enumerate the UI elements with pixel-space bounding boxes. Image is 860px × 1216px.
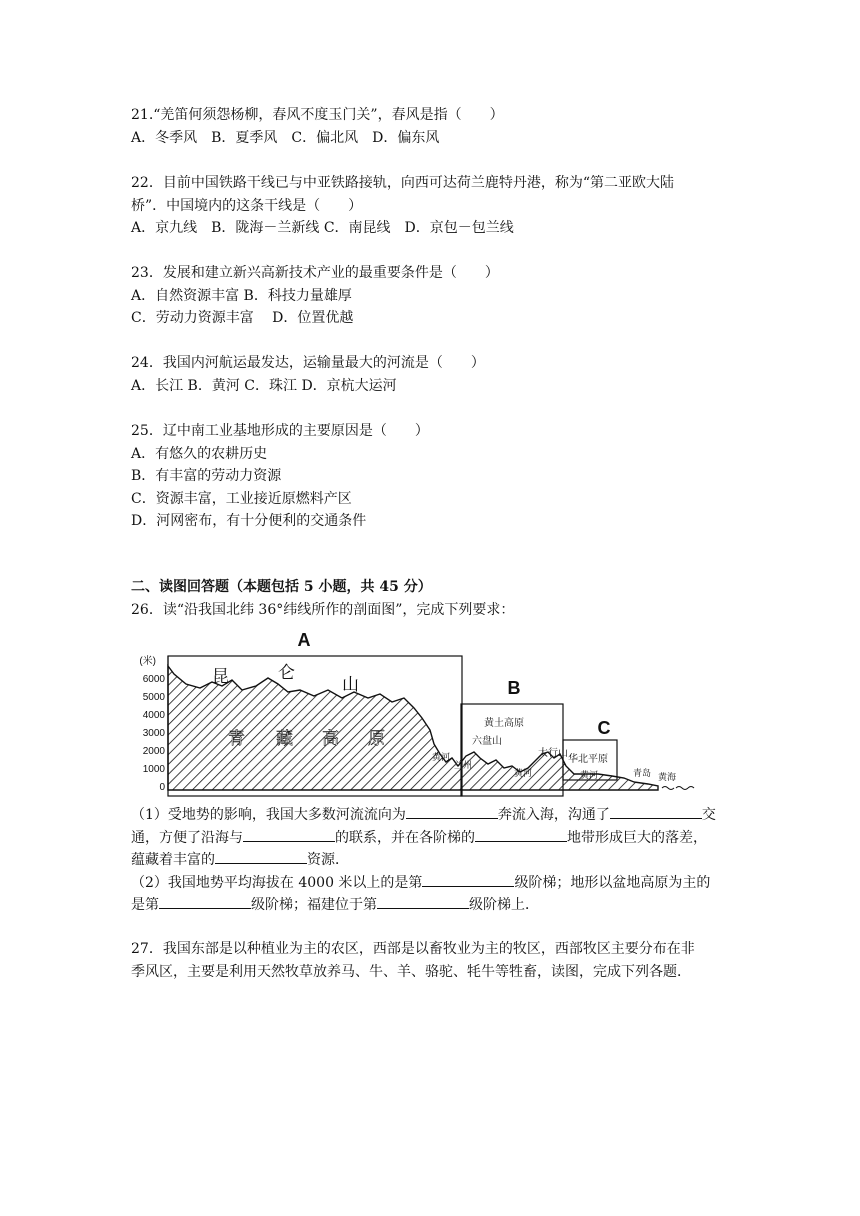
step-c-label: C	[597, 718, 611, 738]
answer-blank[interactable]	[610, 804, 702, 819]
answer-blank[interactable]	[377, 894, 469, 909]
question-26-part1-line3	[131, 849, 800, 872]
loess-plateau-label: 黄土高原	[484, 718, 524, 729]
text-span: 地带形成巨大的落差，	[567, 829, 707, 846]
y-tick-label: 3000	[142, 728, 165, 739]
y-tick-label: 6000	[142, 674, 165, 685]
plateau-char: 藏	[276, 729, 293, 749]
question-27-line1: 27．我国东部是以种植业为主的农区，西部是以畜牧业为主的牧区，西部牧区主要分布在非	[131, 941, 695, 957]
text-span: 是第	[131, 897, 159, 913]
question-25-stem: 25．辽中南工业基地形成的主要原因是（ ）	[131, 423, 429, 439]
question-24-options: A．长江 B．黄河 C．珠江 D．京杭大运河	[131, 377, 397, 394]
question-21	[131, 104, 800, 149]
y-tick-label: 4000	[142, 710, 165, 721]
answer-blank[interactable]	[475, 827, 567, 842]
qingdao-label: 青岛	[633, 769, 652, 779]
huanghai-label: 黄海	[658, 773, 677, 783]
y-tick-label: 1000	[142, 764, 165, 775]
question-25-option-b: B．有丰富的劳动力资源	[131, 468, 282, 484]
kunlun-char: 仑	[278, 663, 295, 683]
profile-figure	[128, 626, 700, 802]
taihang-label: 太行山	[538, 748, 568, 759]
kunlun-char: 昆	[212, 667, 229, 687]
question-27	[131, 938, 800, 983]
huanghe-label-3: 黄河	[580, 771, 599, 781]
answer-blank[interactable]	[406, 804, 498, 819]
y-tick-label: 2000	[142, 746, 165, 757]
text-span: 的联系，并在各阶梯的	[335, 829, 475, 846]
huanghe-label-2: 黄河	[514, 769, 533, 779]
huanghe-label-1: 黄河	[432, 753, 451, 763]
section-2-title: 二、读图回答题（本题包括 5 小题，共 45 分）	[131, 579, 432, 595]
question-26-part1-line2	[131, 827, 800, 850]
question-22-stem-line2: 桥”．中国境内的这条干线是（ ）	[131, 197, 363, 214]
profile-figure-svg	[128, 626, 700, 802]
text-span: 蕴藏着丰富的	[131, 852, 215, 868]
liupan-label: 六盘山	[472, 736, 502, 747]
question-25-option-d: D．河网密布，有十分便利的交通条件	[131, 513, 367, 529]
question-24	[131, 352, 800, 397]
question-26-parts	[131, 804, 800, 917]
y-axis-unit: (米)	[139, 656, 156, 667]
question-22-options: A．京九线 B．陇海－兰新线 C．南昆线 D．京包－包兰线	[131, 220, 514, 236]
answer-blank[interactable]	[243, 827, 335, 842]
question-26-stem: 26．读“沿我国北纬 36°纬线所作的剖面图”，完成下列要求：	[131, 601, 515, 618]
text-span: 通，方便了沿海与	[131, 829, 243, 846]
answer-blank[interactable]	[159, 894, 251, 909]
question-26-part2-line1	[131, 872, 800, 895]
huabei-label: 华北平原	[568, 754, 608, 765]
question-25-option-c: C．资源丰富，工业接近原燃料产区	[131, 490, 352, 507]
text-span: 级阶梯；福建位于第	[251, 897, 377, 913]
question-27-line2: 季风区，主要是利用天然牧草放养马、牛、羊、骆驼、牦牛等牲畜，读图，完成下列各题．	[131, 963, 691, 980]
text-span: 级阶梯；地形以盆地高原为主的	[514, 874, 711, 891]
lanzhou-label: 兰州	[454, 761, 473, 771]
y-tick-labels	[139, 654, 165, 793]
text-span: 奔流入海，沟通了	[497, 807, 610, 823]
question-26-part1-line1	[131, 804, 800, 827]
answer-blank[interactable]	[215, 849, 307, 864]
question-24-stem: 24．我国内河航运最发达，运输量最大的河流是（ ）	[131, 355, 485, 371]
question-23-options-line2: C．劳动力资源丰富 D．位置优越	[131, 310, 354, 326]
question-21-stem: 21.“羌笛何须怨杨柳，春风不度玉门关”，春风是指（ ）	[131, 107, 504, 123]
sea-waves	[662, 787, 694, 790]
question-23	[131, 262, 800, 330]
question-22-stem-line1: 22．目前中国铁路干线已与中亚铁路接轨，向西可达荷兰鹿特丹港，称为“第二亚欧大陆	[131, 175, 674, 191]
question-21-options: A．冬季风 B．夏季风 C．偏北风 D．偏东风	[131, 129, 440, 146]
text-span: 级阶梯上．	[469, 897, 539, 913]
question-22	[131, 172, 800, 240]
plateau-char: 高	[322, 729, 339, 749]
y-tick-label: 5000	[142, 692, 165, 703]
step-a-label: A	[297, 630, 311, 650]
question-23-options-line1: A．自然资源丰富 B．科技力量雄厚	[131, 287, 352, 304]
question-23-stem: 23．发展和建立新兴高新技术产业的最重要条件是（ ）	[131, 265, 499, 281]
text-span: （1）受地势的影响，我国大多数河流流向为	[131, 807, 406, 823]
text-span: （2）我国地势平均海拔在 4000 米以上的是第	[131, 874, 423, 891]
step-b-label: B	[507, 678, 521, 698]
text-span: 资源．	[307, 852, 349, 868]
section-2	[131, 576, 800, 621]
y-tick-label: 0	[159, 782, 165, 793]
plateau-char: 青	[228, 729, 245, 749]
text-span: 交	[701, 807, 716, 823]
question-25	[131, 420, 800, 533]
plateau-char: 原	[368, 729, 385, 749]
answer-blank[interactable]	[422, 872, 514, 887]
question-26-part2-line2	[131, 894, 800, 917]
question-25-option-a: A．有悠久的农耕历史	[131, 445, 268, 462]
kunlun-char: 山	[342, 675, 359, 695]
